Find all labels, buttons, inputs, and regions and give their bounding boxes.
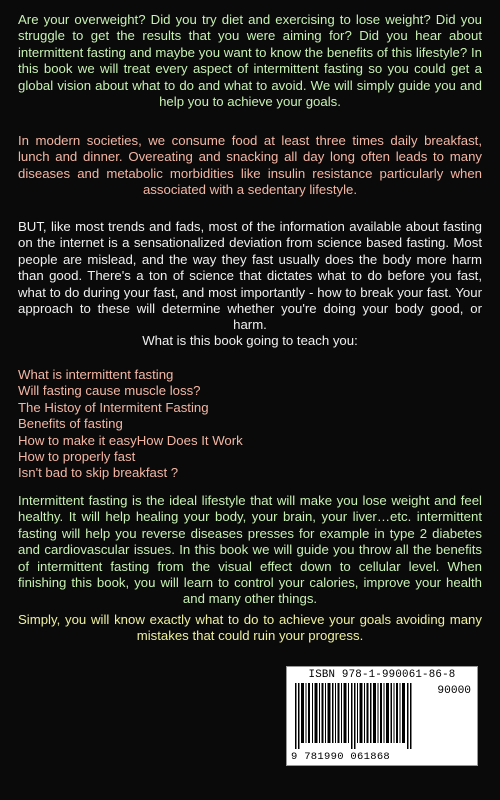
barcode-bars-icon: [293, 683, 417, 749]
modern-societies-paragraph: In modern societies, we consume food at least three times daily breakfast, lunch and dinner. Overeating and snacking all day long often leads to many diseases and metabolic morbidities like insulin resistance particularly when associated with a sedentary lifestyle.: [18, 133, 482, 198]
list-item: Benefits of fasting: [18, 416, 123, 432]
list-item: How to properly fast: [18, 449, 136, 465]
ideal-lifestyle-paragraph: Intermittent fasting is the ideal lifestyle that will make you lose weight and feel healthy. It will help healing your body, your brain, your liver…etc. intermittent fasting will help you reverse diseases presses for example in type 2 diabetes and cardiovascular issues. In this book we will guide you throw all the benefits of intermittent fasting from the visual effect down to cellular level. When finishing this book, you will learn to control your calories, improve your health and many other things.: [18, 493, 482, 607]
price-code: 90000: [437, 685, 471, 697]
list-item: What is intermittent fasting: [18, 367, 174, 382]
intro-paragraph: Are your overweight? Did you try diet and exercising to lose weight? Did you struggle to get the results that you were aiming for? Did you hear about intermittent fasting and maybe you want to know the benefits of this lifestyle? In this book we will treat every aspect of intermittent fasting so you could get a global vision about what to do and what to avoid. We will simply guide you and help you to achieve your goals.: [18, 12, 482, 110]
topics-list: [18, 367, 243, 482]
list-item: How to make it easyHow Does It Work: [18, 432, 243, 448]
list-item: Will fasting cause muscle loss?: [18, 383, 201, 399]
list-item: Isn't bad to skip breakfast ?: [18, 465, 179, 481]
isbn-label: ISBN 978-1-990061-86-8: [308, 669, 456, 681]
closing-paragraph: Simply, you will know exactly what to do to achieve your goals avoiding many mistakes that could ruin your progress.: [18, 612, 482, 644]
teach-heading: What is this book going to teach you:: [142, 333, 358, 348]
trends-paragraph: BUT, like most trends and fads, most of the information available about fasting on the internet is a sensationalized deviation from science based fasting. Most people are mislead, and the way they fast usually does the body more harm than good. There's a ton of science that dictates what to do before you fast, what to do during your fast, and most importantly - how to break your fast. Your approach to these will determine whether you're doing your body good, or harm.: [18, 219, 482, 333]
barcode-digits: 9 781990 061868: [291, 751, 391, 763]
list-item: The Histoy of Intermitent Fasting: [18, 399, 209, 415]
isbn-barcode: [286, 666, 478, 766]
